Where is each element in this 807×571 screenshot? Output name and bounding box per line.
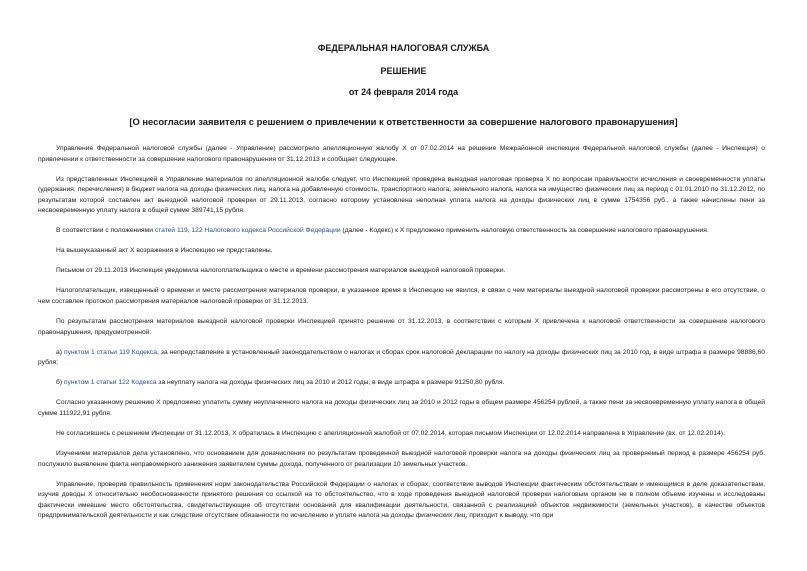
document-body xyxy=(38,144,765,522)
paragraph-notification: Письмом от 29.11.2013 Инспекция уведомила налогоплательщика о месте и времени рассмотрения материалов выездной налоговой проверки. xyxy=(56,267,506,275)
paragraph-appeal: Не согласившись с решением Инспекции от 31.12.2013, Х обратилась в Инспекцию с апелляционной жалобой от 07.02.2014, которая письмом Инспекции от 12.02.2014 направлена в Управление (вх. от 12.02.2014). xyxy=(56,429,725,437)
article-122-link[interactable]: пунктом 1 статьи 122 Кодекса xyxy=(63,379,157,387)
paragraph-intro: Управление Федеральной налоговой службы (далее - Управление) рассмотрело апелляционную жалобу Х от 07.02.2014 на решение Межрайонной инспекции Федеральной налоговой службы (далее - Инспекция) о привлечении к ответственности за совершение налогового правонарушения от 31.12.2013 и сообщает следующее. xyxy=(38,145,765,163)
paragraph-absence: Налогоплательщик, извещенный о времени и месте рассмотрения материалов проверки, в указанное время в Инспекцию не явился, в связи с чем материалы выездной налоговой проверки рассмотрены в его отсутствие, о чем составлен протокол рассмотрения материалов налоговой проверки от 31.12.2013. xyxy=(38,287,765,305)
organization-title: ФЕДЕРАЛЬНАЯ НАЛОГОВАЯ СЛУЖБА xyxy=(317,43,490,53)
document-subject: [О несогласии заявителя с решением о привлечении к ответственности за совершение налогового правонарушения] xyxy=(129,116,678,127)
text-fragment: б) xyxy=(56,379,64,387)
article-119-link[interactable]: пунктом 1 статьи 119 Кодекса xyxy=(64,348,157,356)
document-type: РЕШЕНИЕ xyxy=(380,66,427,76)
paragraph-decision: По результатам рассмотрения материалов выездной налоговой проверки Инспекцией принято решение от 31.12.2013, в соответствии с которым Х привлечена к налоговой ответственности за совершение налогового правонарушения, предусмотренной: xyxy=(38,318,765,336)
text-fragment: за неуплату налога на доходы физических лиц за 2010 и 2012 годы, в виде штрафа в размере 91250,80 рубля. xyxy=(156,379,505,387)
text-fragment: , за непредставление в установленный законодательством о налогах и сборах срок налоговой декларации по налогу на доходы физических лиц за 2010 год, в виде штрафа в размере 98886,60 рубля; xyxy=(38,348,765,367)
paragraph-audit-results: Из представленных Инспекцией в Управление материалов по апелляционной жалобе следует, что Инспекцией проведена выездная налоговая проверка Х по вопросам правильности исчисления и своевременности уплаты (удержания, перечисления) в бюджет налога на доходы физических лиц, налога на добавленную стоимость, транспортного налога, земельного налога, налога на имущество физических лиц за период с 01.01.2010 по 31.12.2012, по результатам которой составлен акт выездной налоговой проверки от 29.11.2013, согласно которому установлена неполная уплата налога на доходы физических лиц в сумме 1754356 руб., а также начислены пени за несвоевременную уплату налога в общей сумме 389741,15 рубля. xyxy=(38,175,765,215)
document-date: от 24 февраля 2014 года xyxy=(348,87,459,97)
text-fragment: (далее - Кодекс) к Х предложено применить налоговую ответственность за совершение налогового правонарушения. xyxy=(340,227,709,235)
paragraph-no-objections: На вышеуказанный акт Х возражения в Инспекцию не представлены. xyxy=(56,247,273,255)
tax-code-articles-link[interactable]: статей 119, 122 Налогового кодекса Российской Федерации xyxy=(154,227,341,235)
paragraph-review: Управление, проверив правильность применения норм законодательства Российской Федерации о налогах и сборах, соответствие выводов Инспекции фактическим обстоятельствам и имеющимся в деле доказательствам, изучив доводы Х относительно необоснованности принятого решения со ссылкой на то обстоятельство, что в ходе проведения выездной налоговой проверки налоговым органом не в полном объеме изучены и исследованы фактически имевшие место обстоятельства, свидетельствующие об отсутствии оснований для квалификации деятельности, связанной с реализацией объектов недвижимости (земельных участков), в качестве объектов предпринимательской деятельности и как следствие отсутствие обязанности по исчислению и уплате налога на доходы физических лиц, приходит к выводу, что при xyxy=(38,480,765,520)
paragraph-payment: Согласно указанному решению Х предложено уплатить сумму неуплаченного налога на доходы физических лиц за 2010 и 2012 годы в общем размере 456254 рублей, а также пени за несвоевременную уплату налога в общей сумме 111922,91 рубля. xyxy=(38,399,765,417)
text-fragment: В соответствии с положениями xyxy=(56,227,155,235)
text-fragment: а) xyxy=(56,348,65,356)
paragraph-item-a xyxy=(38,348,765,369)
paragraph-item-b xyxy=(38,378,765,389)
paragraph-grounds: Изучением материалов дела установлено, что основанием для доначисления по результатам проведенной выездной налоговой проверки налога на доходы физических лиц за проверяемый период в размере 456254 руб. послужило выявление факта неправомерного занижения заявителем суммы дохода, полученного от реализации 10 земельных участков. xyxy=(38,450,765,468)
paragraph-liability-proposal xyxy=(38,226,765,237)
